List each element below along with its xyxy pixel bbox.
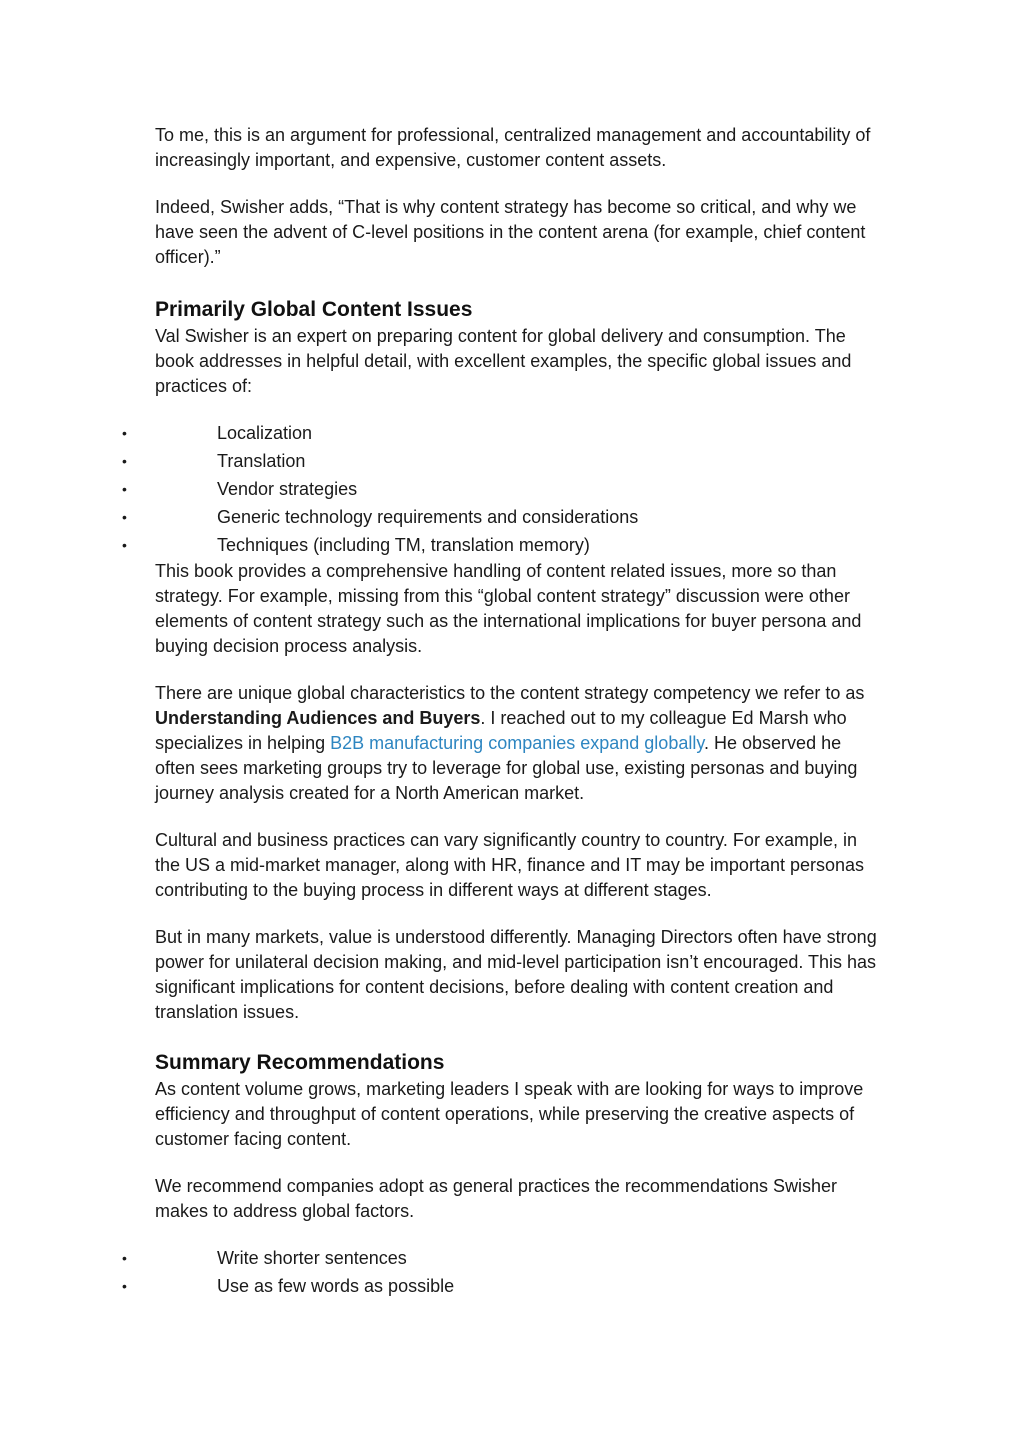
list-item-text: Generic technology requirements and considerations — [217, 507, 639, 527]
list-item — [0, 475, 885, 503]
list-item-text: Techniques (including TM, translation memory) — [217, 535, 590, 555]
paragraph: We recommend companies adopt as general practices the recommendations Swisher makes to address global factors. — [155, 1176, 838, 1221]
bullet-icon: • — [122, 425, 127, 441]
paragraph: This book provides a comprehensive handling of content related issues, more so than strategy. For example, missing from this “global content strategy” discussion were other elements of content strategy such as the international implications for buyer persona and buying decision process analysis. — [155, 561, 862, 656]
text-run: . He observed he often sees marketing groups try to leverage for global use, existing personas and buying journey analysis created for a North American market. — [155, 733, 858, 803]
bullet-icon: • — [122, 453, 127, 469]
list-item-text: Use as few words as possible — [217, 1276, 455, 1296]
text-run: . I reached out to my colleague Ed Marsh who specializes in helping — [155, 708, 847, 753]
list-item-text: Translation — [217, 451, 306, 471]
list-item — [0, 1244, 885, 1272]
bullet-icon: • — [122, 537, 127, 553]
list-item — [0, 531, 885, 559]
section-heading-global-issues: Primarily Global Content Issues — [155, 298, 473, 321]
list-item — [0, 503, 885, 531]
paragraph: As content volume grows, marketing leaders I speak with are looking for ways to improve efficiency and throughput of content operations, while preserving the creative aspects of customer facing content. — [155, 1079, 864, 1149]
global-issues-list — [0, 419, 885, 559]
paragraph: Val Swisher is an expert on preparing content for global delivery and consumption. The book addresses in helpful detail, with excellent examples, the specific global issues and practices of: — [155, 326, 852, 396]
paragraph: But in many markets, value is understood differently. Managing Directors often have strong power for unilateral decision making, and mid-level participation isn’t encouraged. This has significant implications for content decisions, before dealing with content creation and translation issues. — [155, 927, 877, 1022]
list-item-text: Localization — [217, 423, 313, 443]
list-item — [0, 447, 885, 475]
bold-term: Understanding Audiences and Buyers — [155, 708, 481, 728]
b2b-manufacturing-link[interactable]: B2B manufacturing companies expand globally — [330, 733, 705, 753]
bullet-icon: • — [122, 481, 127, 497]
document-body — [122, 123, 885, 1300]
paragraph: Indeed, Swisher adds, “That is why content strategy has become so critical, and why we have seen the advent of C-level positions in the content arena (for example, chief content officer).” — [155, 197, 866, 267]
paragraph-audiences — [155, 681, 885, 806]
section-heading-summary: Summary Recommendations — [155, 1051, 445, 1074]
list-item-text: Vendor strategies — [217, 479, 358, 499]
bullet-icon: • — [122, 1250, 127, 1266]
list-item — [0, 419, 885, 447]
paragraph: To me, this is an argument for professional, centralized management and accountability of increasingly important, and expensive, customer content assets. — [155, 125, 871, 170]
list-item-text: Write shorter sentences — [217, 1248, 407, 1268]
list-item — [0, 1272, 885, 1300]
bullet-icon: • — [122, 1278, 127, 1294]
recommendations-list — [0, 1244, 885, 1300]
bullet-icon: • — [122, 509, 127, 525]
text-run: There are unique global characteristics to the content strategy competency we refer to as — [155, 683, 865, 703]
paragraph: Cultural and business practices can vary significantly country to country. For example, in the US a mid-market manager, along with HR, finance and IT may be important personas contributing to the buying process in different ways at different stages. — [155, 830, 865, 900]
